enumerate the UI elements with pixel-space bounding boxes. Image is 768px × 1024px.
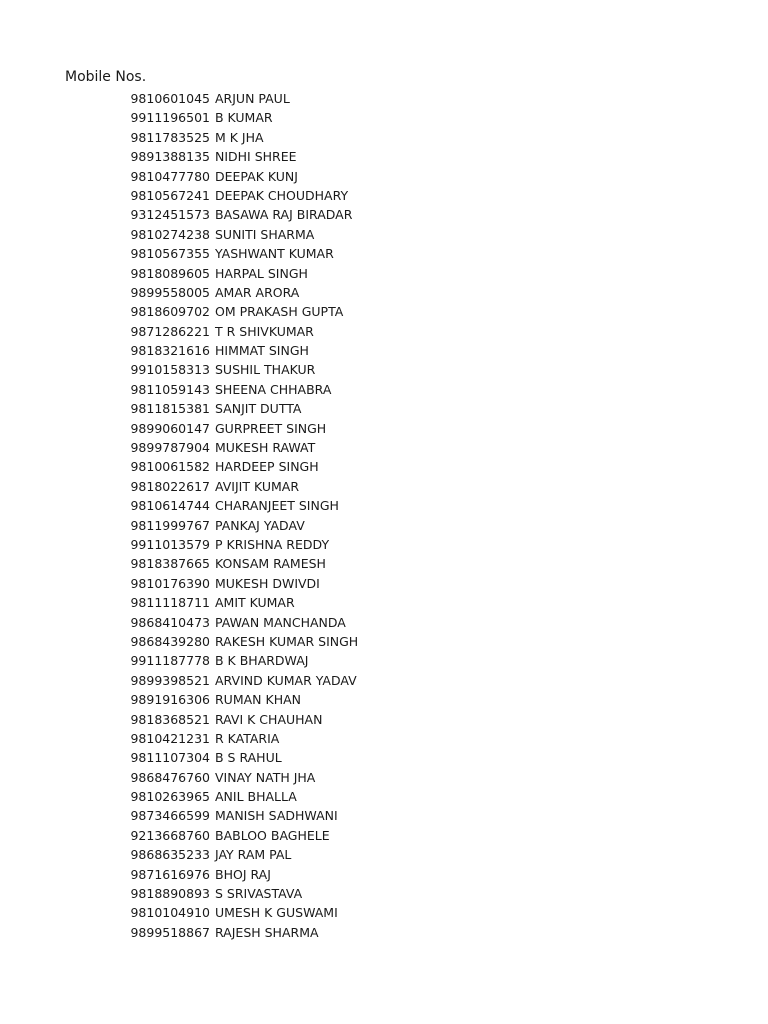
- contact-name: SHEENA CHHABRA: [215, 381, 332, 397]
- contact-row: [0, 128, 768, 147]
- contact-row: [0, 593, 768, 612]
- mobile-number: 9810176390: [130, 575, 210, 591]
- contact-row: [0, 419, 768, 438]
- contact-row: [0, 535, 768, 554]
- mobile-number: 9818609702: [130, 304, 210, 320]
- mobile-number: 9811783525: [130, 129, 210, 145]
- mobile-number: 9873466599: [130, 808, 210, 824]
- mobile-number: 9810477780: [130, 168, 210, 184]
- contact-name: RAVI K CHAUHAN: [215, 711, 323, 727]
- contact-name: ARVIND KUMAR YADAV: [215, 672, 357, 688]
- mobile-number: 9899787904: [130, 440, 210, 456]
- contact-row: [0, 690, 768, 709]
- contact-name: MUKESH DWIVDI: [215, 575, 320, 591]
- contact-name: OM PRAKASH GUPTA: [215, 304, 344, 320]
- mobile-number: 9868439280: [130, 633, 210, 649]
- contact-name: BASAWA RAJ BIRADAR: [215, 207, 353, 223]
- mobile-number: 9911196501: [130, 110, 210, 126]
- mobile-number: 9818321616: [130, 343, 210, 359]
- mobile-number: 9871286221: [130, 323, 210, 339]
- mobile-number: 9818022617: [130, 478, 210, 494]
- contact-name: KONSAM RAMESH: [215, 556, 326, 572]
- contact-name: ANIL BHALLA: [215, 789, 297, 805]
- page-heading: Mobile Nos.: [65, 69, 147, 85]
- contact-name: YASHWANT KUMAR: [215, 246, 334, 262]
- contact-row: [0, 865, 768, 884]
- contact-name: B S RAHUL: [215, 750, 282, 766]
- contact-row: [0, 322, 768, 341]
- mobile-number: 9818368521: [130, 711, 210, 727]
- contact-name: HARDEEP SINGH: [215, 459, 319, 475]
- mobile-number: 9899398521: [130, 672, 210, 688]
- contact-name: B K BHARDWAJ: [215, 653, 309, 669]
- contact-name: UMESH K GUSWAMI: [215, 905, 338, 921]
- contact-name: GURPREET SINGH: [215, 420, 327, 436]
- contact-row: [0, 884, 768, 903]
- contact-name: MANISH SADHWANI: [215, 808, 338, 824]
- contact-name: DEEPAK KUNJ: [215, 168, 298, 184]
- mobile-number: 9818089605: [130, 265, 210, 281]
- contact-row: [0, 399, 768, 418]
- mobile-number: 9811107304: [130, 750, 210, 766]
- contact-row: [0, 360, 768, 379]
- contact-name: JAY RAM PAL: [215, 847, 292, 863]
- mobile-number: 9910158313: [130, 362, 210, 378]
- contact-row: [0, 167, 768, 186]
- contact-name: MUKESH RAWAT: [215, 440, 316, 456]
- contact-row: [0, 477, 768, 496]
- mobile-number: 9810104910: [130, 905, 210, 921]
- contact-row: [0, 574, 768, 593]
- contact-name: DEEPAK CHOUDHARY: [215, 187, 349, 203]
- contact-name: SUNITI SHARMA: [215, 226, 315, 242]
- contact-row: [0, 671, 768, 690]
- contact-row: [0, 496, 768, 515]
- mobile-number: 9891388135: [130, 149, 210, 165]
- contact-row: [0, 89, 768, 108]
- contact-name: BHOJ RAJ: [215, 866, 271, 882]
- contact-name: S SRIVASTAVA: [215, 886, 303, 902]
- mobile-number: 9868410473: [130, 614, 210, 630]
- contact-name: NIDHI SHREE: [215, 149, 297, 165]
- contact-row: [0, 710, 768, 729]
- mobile-number: 9899060147: [130, 420, 210, 436]
- mobile-number: 9868635233: [130, 847, 210, 863]
- contact-row: [0, 205, 768, 224]
- contact-name: ARJUN PAUL: [215, 91, 290, 106]
- mobile-number: 9899558005: [130, 284, 210, 300]
- mobile-number: 9810567355: [130, 246, 210, 262]
- contact-row: [0, 186, 768, 205]
- contact-row: [0, 147, 768, 166]
- mobile-number: 9911187778: [130, 653, 210, 669]
- contact-name: BABLOO BAGHELE: [215, 827, 330, 843]
- mobile-number: 9811999767: [130, 517, 210, 533]
- contact-name: RUMAN KHAN: [215, 692, 301, 708]
- contact-name: PAWAN MANCHANDA: [215, 614, 346, 630]
- contact-name: R KATARIA: [215, 730, 280, 746]
- mobile-number: 9818387665: [130, 556, 210, 572]
- contact-row: [0, 768, 768, 787]
- contact-row: [0, 380, 768, 399]
- mobile-number: 9810601045: [130, 91, 210, 106]
- contact-name: AMIT KUMAR: [215, 595, 295, 611]
- mobile-number: 9811118711: [130, 595, 210, 611]
- contact-name: SUSHIL THAKUR: [215, 362, 316, 378]
- contact-row: [0, 613, 768, 632]
- contact-row: [0, 457, 768, 476]
- mobile-number: 9213668760: [130, 827, 210, 843]
- contact-row: [0, 787, 768, 806]
- contact-row: [0, 341, 768, 360]
- contact-row: [0, 903, 768, 922]
- contact-row: [0, 302, 768, 321]
- mobile-number: 9811815381: [130, 401, 210, 417]
- contact-row: [0, 516, 768, 535]
- contact-name: RAKESH KUMAR SINGH: [215, 633, 359, 649]
- contact-name: M K JHA: [215, 129, 264, 145]
- contact-row: [0, 748, 768, 767]
- contact-row: [0, 923, 768, 942]
- mobile-number: 9312451573: [130, 207, 210, 223]
- contact-row: [0, 244, 768, 263]
- contact-name: CHARANJEET SINGH: [215, 498, 339, 514]
- mobile-number: 9810567241: [130, 187, 210, 203]
- contact-list: [0, 89, 768, 942]
- contact-name: SANJIT DUTTA: [215, 401, 302, 417]
- contact-row: [0, 729, 768, 748]
- contact-name: B KUMAR: [215, 110, 273, 126]
- contact-name: RAJESH SHARMA: [215, 924, 319, 940]
- contact-name: HARPAL SINGH: [215, 265, 308, 281]
- mobile-number: 9871616976: [130, 866, 210, 882]
- mobile-number: 9891916306: [130, 692, 210, 708]
- mobile-number: 9810263965: [130, 789, 210, 805]
- contact-row: [0, 264, 768, 283]
- mobile-number: 9811059143: [130, 381, 210, 397]
- contact-row: [0, 554, 768, 573]
- contact-row: [0, 845, 768, 864]
- mobile-number: 9810421231: [130, 730, 210, 746]
- contact-row: [0, 806, 768, 825]
- contact-name: P KRISHNA REDDY: [215, 536, 330, 552]
- contact-row: [0, 651, 768, 670]
- mobile-number: 9818890893: [130, 886, 210, 902]
- contact-name: AMAR ARORA: [215, 284, 300, 300]
- contact-name: AVIJIT KUMAR: [215, 478, 300, 494]
- contact-row: [0, 225, 768, 244]
- contact-row: [0, 826, 768, 845]
- mobile-number: 9868476760: [130, 769, 210, 785]
- contact-name: PANKAJ YADAV: [215, 517, 305, 533]
- mobile-number: 9911013579: [130, 536, 210, 552]
- contact-name: T R SHIVKUMAR: [215, 323, 314, 339]
- mobile-number: 9810274238: [130, 226, 210, 242]
- mobile-number: 9810614744: [130, 498, 210, 514]
- mobile-number: 9810061582: [130, 459, 210, 475]
- contact-row: [0, 632, 768, 651]
- contact-row: [0, 283, 768, 302]
- contact-row: [0, 108, 768, 127]
- mobile-number: 9899518867: [130, 924, 210, 940]
- contact-row: [0, 438, 768, 457]
- contact-name: HIMMAT SINGH: [215, 343, 309, 359]
- contact-name: VINAY NATH JHA: [215, 769, 316, 785]
